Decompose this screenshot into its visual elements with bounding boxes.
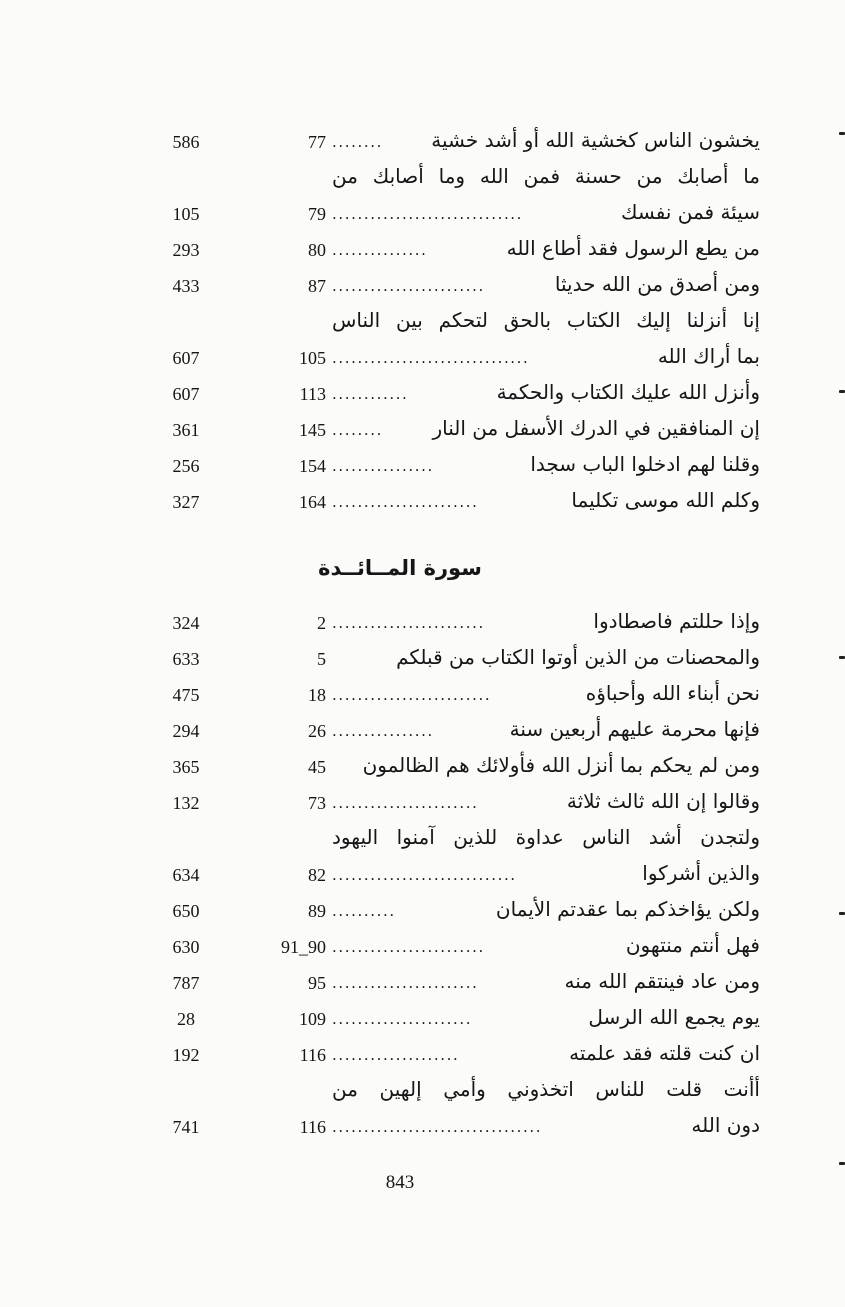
entry-text: يوم يجمع الله الرسل	[588, 1005, 760, 1029]
entry-text: من يطع الرسول فقد أطاع الله	[506, 236, 760, 260]
entry-verse-number: 18	[308, 685, 326, 705]
dot-leader: ................	[332, 457, 434, 475]
index-entry	[150, 162, 760, 198]
entry-verse-number: 2	[317, 613, 326, 633]
entry-text: أأنت قلت للناس اتخذوني وأمي إلهين من	[332, 1077, 760, 1101]
entry-verse-number: 73	[308, 793, 326, 813]
entry-page-number: 28	[177, 1009, 195, 1029]
entry-text: فإنها محرمة عليهم أربعين سنة	[509, 717, 760, 741]
entry-verse-number: 87	[308, 276, 326, 296]
index-entry	[150, 270, 760, 306]
entry-text: وقلنا لهم ادخلوا الباب سجدا	[530, 452, 760, 476]
entry-page-number: 293	[172, 240, 200, 260]
index-entry	[150, 679, 760, 715]
entry-text: سيئة فمن نفسك	[621, 200, 760, 224]
entry-text: ومن لم يحكم بما أنزل الله فأولائك هم الظالمون	[362, 753, 760, 777]
index-entry	[150, 486, 760, 522]
entry-verse-number: 154	[299, 456, 326, 476]
entry-page-number: 433	[172, 276, 200, 296]
entry-text: ان كنت قلته فقد علمته	[569, 1041, 760, 1065]
dot-leader: ........................	[332, 277, 485, 295]
index-entry	[150, 234, 760, 270]
entry-text: ما أصابك من حسنة فمن الله وما أصابك من	[332, 164, 760, 188]
index-entry	[150, 751, 760, 787]
entry-verse-number: 80	[308, 240, 326, 260]
entry-page-number: 607	[172, 384, 200, 404]
index-entry	[150, 1075, 760, 1111]
entry-page-number: 787	[172, 973, 200, 993]
entry-text: وإذا حللتم فاصطادوا	[593, 609, 760, 633]
index-entry	[150, 306, 760, 342]
index-entry	[150, 643, 760, 679]
edge-mark	[839, 132, 845, 135]
entry-page-number: 361	[172, 420, 200, 440]
entry-page-number: 132	[172, 793, 200, 813]
entry-text: بما أراك الله	[657, 344, 760, 368]
entry-page-number: 586	[172, 132, 200, 152]
index-entry	[150, 967, 760, 1003]
entry-verse-number: 164	[299, 492, 326, 512]
edge-mark	[839, 656, 845, 659]
dot-leader: ................	[332, 722, 434, 740]
dot-leader: ..............................	[332, 205, 524, 223]
index-entry	[150, 414, 760, 450]
entry-page-number: 324	[172, 613, 200, 633]
index-entry	[150, 895, 760, 931]
entry-page-number: 475	[172, 685, 200, 705]
entry-text: والذين أشركوا	[642, 861, 760, 885]
entry-text: ولتجدن أشد الناس عداوة للذين آمنوا اليهود	[332, 825, 760, 849]
entry-text: وكلم الله موسى تكليما	[571, 488, 760, 512]
entry-text: ومن أصدق من الله حديثا	[554, 272, 760, 296]
entry-verse-number: 105	[299, 348, 326, 368]
entry-verse-number: 113	[299, 384, 326, 404]
entry-page-number: 741	[172, 1117, 200, 1137]
entry-page-number: 105	[172, 204, 200, 224]
entry-verse-number: 45	[308, 757, 326, 777]
dot-leader	[332, 758, 355, 776]
edge-mark	[839, 1162, 845, 1165]
index-entry	[150, 1111, 760, 1147]
entry-page-number: 630	[172, 937, 200, 957]
entry-text: فهل أنتم منتهون	[625, 933, 760, 957]
entry-verse-number: 109	[299, 1009, 326, 1029]
dot-leader: .............................	[332, 866, 517, 884]
entry-page-number: 633	[172, 649, 200, 669]
page-number: 843	[385, 1172, 415, 1193]
dot-leader: ........	[332, 421, 383, 439]
entry-verse-number: 77	[308, 132, 326, 152]
index-entry	[150, 715, 760, 751]
index-entry	[150, 198, 760, 234]
dot-leader	[332, 650, 388, 668]
dot-leader: .......................	[332, 974, 479, 992]
entry-verse-number: 91_90	[281, 937, 326, 957]
index-entry	[150, 931, 760, 967]
entry-page-number: 607	[172, 348, 200, 368]
entry-text: وقالوا إن الله ثالث ثلاثة	[566, 789, 760, 813]
dot-leader: ......................	[332, 1010, 473, 1028]
entry-verse-number: 79	[308, 204, 326, 224]
entry-page-number: 327	[172, 492, 200, 512]
entry-verse-number: 95	[308, 973, 326, 993]
dot-leader: ...............................	[332, 349, 530, 367]
entry-page-number: 365	[172, 757, 200, 777]
index-entry	[150, 859, 760, 895]
index-entry	[150, 787, 760, 823]
entry-page-number: 650	[172, 901, 200, 921]
entry-text: ومن عاد فينتقم الله منه	[564, 969, 760, 993]
dot-leader: ..........	[332, 902, 396, 920]
index-entry	[150, 1003, 760, 1039]
index-entry	[150, 1039, 760, 1075]
entry-verse-number: 145	[299, 420, 326, 440]
index-entry	[150, 607, 760, 643]
index-entry	[150, 342, 760, 378]
entry-page-number: 256	[172, 456, 200, 476]
dot-leader: .......................	[332, 794, 479, 812]
edge-mark	[839, 390, 845, 393]
entry-page-number: 294	[172, 721, 200, 741]
dot-leader: .......................	[332, 493, 479, 511]
index-entry	[150, 450, 760, 486]
entry-text: دون الله	[691, 1113, 760, 1137]
dot-leader: ....................	[332, 1046, 460, 1064]
entry-text: وأنزل الله عليك الكتاب والحكمة	[496, 380, 760, 404]
entry-page-number: 634	[172, 865, 200, 885]
entry-verse-number: 116	[299, 1117, 326, 1137]
entry-verse-number: 26	[308, 721, 326, 741]
entry-verse-number: 116	[299, 1045, 326, 1065]
entry-page-number: 192	[172, 1045, 200, 1065]
dot-leader: ........................	[332, 938, 485, 956]
entry-text: يخشون الناس كخشية الله أو أشد خشية	[431, 128, 760, 152]
dot-leader: ........	[332, 133, 383, 151]
entry-verse-number: 5	[317, 649, 326, 669]
dot-leader: ............	[332, 385, 409, 403]
entry-text: إن المنافقين في الدرك الأسفل من النار	[432, 416, 760, 440]
dot-leader: ...............	[332, 241, 428, 259]
entry-verse-number: 89	[308, 901, 326, 921]
entry-verse-number: 82	[308, 865, 326, 885]
entry-text: والمحصنات من الذين أوتوا الكتاب من قبلكم	[396, 645, 760, 669]
index-entry	[150, 823, 760, 859]
section-heading: سورة المــائــدة	[318, 556, 482, 580]
entry-text: إنا أنزلنا إليك الكتاب بالحق لتحكم بين الناس	[332, 308, 760, 332]
dot-leader: ........................	[332, 614, 485, 632]
edge-mark	[839, 912, 845, 915]
entry-text: نحن أبناء الله وأحباؤه	[585, 681, 760, 705]
index-entry	[150, 126, 760, 162]
dot-leader: .........................	[332, 686, 492, 704]
entry-text: ولكن يؤاخذكم بما عقدتم الأيمان	[495, 897, 760, 921]
dot-leader: .................................	[332, 1118, 543, 1136]
index-entry	[150, 378, 760, 414]
